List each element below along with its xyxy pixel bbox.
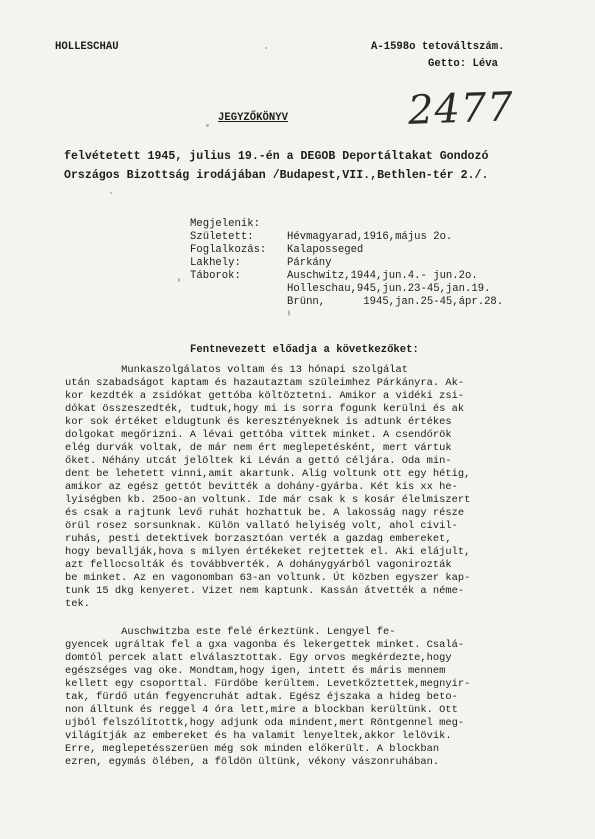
document-title: JEGYZŐKÖNYV — [218, 112, 288, 124]
text-line: lyiségben kb. 25oo-an voltunk. Ide már csak k s kosár élelmiszert — [65, 494, 471, 506]
text-line: ezren, egymás ölében, a földön ültünk, vékony vászonruhában. — [65, 756, 440, 768]
text-line: Erre, meglepetésszerüen még sok minden előkerült. A blockban — [65, 743, 440, 755]
scan-speck — [178, 278, 180, 282]
label-occupation: Foglalkozás: — [190, 244, 267, 256]
text-line: dókat összeszedték, tudtuk,hogy mi is sorra fogunk kerülni és ak — [65, 403, 465, 415]
text-line: ruhás, pesti detektivek borzasztóan verték a gazdag embereket, — [65, 533, 452, 545]
text-line: azt fellocsolták és továbbverték. A dohánygyárból vagonirozták — [65, 559, 452, 571]
value-residence: Párkány — [287, 257, 332, 269]
text-line: dolgokat megőrizni. A lévai gettóba vittek minket. A csendőrök — [65, 429, 452, 441]
label-camps: Táborok: — [190, 270, 241, 282]
text-line: után szabadságot kaptam és hazautaztam szüleimhez Párkányra. Ak- — [65, 377, 465, 389]
text-line: gyencek ugráltak fel a gxa vagonba és lekergettek minket. Csalá- — [65, 639, 465, 651]
text-line: tak, fürdő után fegyencruhát adtak. Egész éjszaka a hideg beto- — [65, 691, 458, 703]
value-camp-3: Brünn, 1945,jan.25-45,ápr.28. — [287, 296, 504, 308]
value-occupation: Kalaposseged — [287, 244, 364, 256]
text-line: tunk 15 dkg kenyeret. Vizet nem kaptunk. Kassán átvették a néme- — [65, 585, 465, 597]
text-line: amikor az egész gettót bevitték a dohány-gyárba. Két kis xx he- — [65, 481, 458, 493]
text-line: Auschwitzba este felé érkeztünk. Lengyel fe- — [65, 626, 396, 638]
text-line: egészséges vag oke. Mondtam,hogy igen, intett és máris mennem — [65, 665, 446, 677]
text-line: non álltunk és reggel 4 óra lett,mire a blockban kerültünk. Ott — [65, 704, 458, 716]
intro-line-2: Országos Bizottság irodájában /Budapest,VII.,Bethlen-tér 2./. — [64, 169, 489, 182]
text-line: hogy bevallják,hova s milyen értékeket rejtettek el. Aki elájult, — [65, 546, 471, 558]
scan-speck — [206, 124, 209, 127]
label-born: Született: — [190, 231, 254, 243]
text-line: elég durvák voltak, de már nem ért meglepetésként, mert vártuk — [65, 442, 452, 454]
text-line: kor sok értéket eldugtunk és keresztényeknek is adtunk értékes — [65, 416, 452, 428]
text-line: kor kezdték a zsidókat gettóba költöztetni. Amikor a vidéki zsi- — [65, 390, 465, 402]
text-line: örül rosez sorsunknak. Külön vallató helyiség volt, ahol civil- — [65, 520, 458, 532]
statement-intro: Fentnevezett előadja a következőket: — [190, 344, 419, 356]
value-camp-1: Auschwitz,1944,jun.4.- jun.2o. — [287, 270, 478, 282]
label-residence: Lakhely: — [190, 257, 241, 269]
text-line: Munkaszolgálatos voltam és 13 hónapi szolgálat — [65, 364, 408, 376]
text-line: domtól percek alatt elválasztottak. Egy orvos megkérdezte,hogy — [65, 652, 452, 664]
text-line: kellett egy csoporttal. Fürdőbe kerültem. Levetkőztettek,megnyir- — [65, 678, 471, 690]
text-line: világítják az embereket és ha valamit lenyeltek,akkor lelövik. — [65, 730, 452, 742]
ghetto-name: Getto: Léva — [428, 58, 498, 70]
label-appears: Megjelenik: — [190, 218, 260, 230]
scan-speck — [288, 310, 290, 316]
scan-speck — [110, 192, 112, 194]
text-line: dent be lehetett vinni,amit akartunk. Alig voltunk ott egy hétig, — [65, 468, 471, 480]
handwritten-number: 2477 — [407, 84, 515, 134]
text-line: ujból felszólítottk,hogy adjunk oda mindent,mert Röntgennel meg- — [65, 717, 465, 729]
intro-line-1: felvétetett 1945, julius 19.-én a DEGOB Deportáltakat Gondozó — [64, 150, 489, 163]
text-line: tek. — [65, 598, 90, 610]
value-camp-2: Holleschau,945,jun.23-45,jan.19. — [287, 283, 491, 295]
text-line: be minket. Az en vagonomban 63-an voltunk. Út közben egyszer kap- — [65, 572, 471, 584]
text-line: őket. Néhány utcát jelöltek ki Léván a gettó céljára. Oda min- — [65, 455, 452, 467]
scan-speck — [265, 47, 267, 49]
camp-name: HOLLESCHAU — [55, 41, 119, 53]
text-line: és csak a rajtunk levő ruhát hozhattuk be. A lakosság nagy része — [65, 507, 465, 519]
tattoo-number: A-1598o tetováltszám. — [371, 41, 505, 53]
value-born: Hévmagyarad,1916,május 2o. — [287, 231, 453, 243]
